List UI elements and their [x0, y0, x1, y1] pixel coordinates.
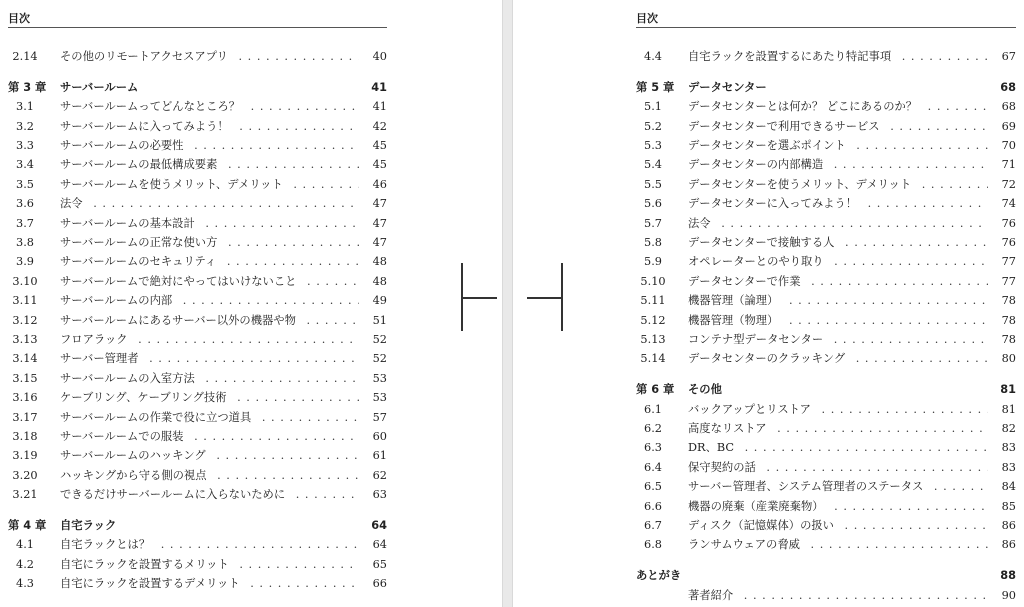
toc-number: 3.8: [16, 236, 34, 250]
toc-number: 5.7: [644, 216, 662, 230]
toc-number: 3.5: [16, 177, 34, 191]
toc-title-text: ケーブリング、ケーブリング技術: [60, 391, 233, 404]
toc-title: [688, 291, 988, 310]
toc-title: [60, 388, 359, 407]
toc-title: [688, 349, 988, 368]
toc-title-text: サーバー管理者、システム管理者のステータス: [688, 480, 929, 493]
toc-title-text: サーバールームのハッキング: [60, 449, 212, 462]
toc-title-text: データセンターで作業: [688, 275, 807, 288]
toc-number: 6.8: [644, 538, 662, 552]
toc-title: [688, 438, 988, 457]
toc-number: 5.2: [644, 119, 662, 133]
toc-number: 5.14: [640, 352, 666, 366]
toc-number: 5.12: [640, 313, 666, 327]
page-gutter: [503, 0, 512, 607]
toc-title-text: 高度なリストア: [688, 422, 773, 435]
toc-title-text: サーバールームの正常な使い方: [60, 236, 223, 249]
toc-title-text: データセンターで利用できるサービス: [688, 120, 886, 133]
toc-page-number: 47: [361, 194, 387, 213]
toc-chapter-row[interactable]: [636, 380, 1016, 399]
toc-title: [60, 466, 359, 485]
toc-entry[interactable]: [636, 586, 1016, 605]
toc-title: [60, 117, 359, 136]
toc-page-number: 76: [990, 233, 1016, 252]
toc-page-number: 90: [990, 586, 1016, 605]
toc-title-text: サーバールームの必要性: [60, 139, 189, 152]
toc-title-text: 機器の廃棄（産業廃棄物）: [688, 500, 830, 513]
toc-entry[interactable]: [636, 47, 1016, 66]
toc-entry[interactable]: [636, 349, 1016, 368]
toc-title: [688, 214, 988, 233]
toc-number: 6.5: [644, 480, 662, 494]
toc-title: [688, 78, 988, 97]
toc-title: [60, 175, 359, 194]
toc-entry[interactable]: [8, 330, 387, 349]
toc-entry[interactable]: [8, 349, 387, 368]
right-page: [512, 0, 1024, 607]
toc-title-text: 法令: [688, 217, 717, 230]
toc-page-number: 61: [361, 446, 387, 465]
toc-number: 第 3 章: [8, 80, 47, 94]
toc-title: [60, 272, 359, 291]
toc-list: [8, 47, 387, 594]
toc-entry[interactable]: [8, 574, 387, 593]
toc-title: [60, 330, 359, 349]
toc-title: [688, 233, 988, 252]
toc-title-text: データセンターとは何か？ どこにあるのか？: [688, 100, 923, 113]
toc-number: 3.2: [16, 119, 34, 133]
toc-title: [60, 155, 359, 174]
toc-page-number: 52: [361, 349, 387, 368]
toc-title-text: ランサムウェアの脅威: [688, 538, 806, 551]
toc-page-number: 68: [990, 78, 1016, 97]
toc-page-number: 78: [990, 330, 1016, 349]
toc-number: 6.7: [644, 518, 662, 532]
toc-number: 3.1: [16, 100, 34, 114]
toc-title-text: 機器管理（論理）: [688, 294, 784, 307]
toc-page-number: 86: [990, 535, 1016, 554]
toc-entry[interactable]: [636, 438, 1016, 457]
toc-title: [688, 330, 988, 349]
toc-page-number: 53: [361, 369, 387, 388]
toc-entry[interactable]: [636, 311, 1016, 330]
toc-chapter-row[interactable]: [636, 566, 1016, 585]
toc-title-text: データセンターを使うメリット、デメリット: [688, 178, 917, 191]
toc-page-number: 80: [990, 349, 1016, 368]
toc-number: 6.3: [644, 441, 662, 455]
toc-entry[interactable]: [8, 214, 387, 233]
toc-entry[interactable]: [8, 47, 387, 66]
toc-entry[interactable]: [8, 97, 387, 116]
toc-title: [688, 380, 988, 399]
toc-title: [688, 586, 988, 605]
toc-number: 5.4: [644, 158, 662, 172]
toc-number: 3.17: [12, 410, 38, 424]
toc-title: [60, 214, 359, 233]
header-rule: [8, 27, 387, 28]
toc-title-text: ハッキングから守る側の視点: [60, 469, 213, 482]
header-rule: [636, 27, 1016, 28]
toc-gap: [8, 66, 387, 78]
toc-number: 5.9: [644, 255, 662, 269]
toc-entry[interactable]: [8, 535, 387, 554]
crop-mark: [461, 297, 497, 299]
toc-page-number: 72: [990, 175, 1016, 194]
toc-page-number: 81: [990, 400, 1016, 419]
toc-title: [688, 535, 988, 554]
toc-title-text: データセンターの内部構造: [688, 158, 829, 171]
toc-page-number: 67: [990, 47, 1016, 66]
toc-title-text: 自宅にラックを設置するデメリット: [60, 577, 246, 590]
toc-title-text: DR、BC: [688, 441, 740, 454]
toc-page-number: 64: [361, 516, 387, 535]
toc-number: 3.14: [12, 352, 38, 366]
toc-entry[interactable]: [636, 516, 1016, 535]
toc-number: 2.14: [12, 50, 38, 63]
toc-title-text: サーバールームで絶対にやってはいけないこと: [60, 275, 302, 288]
toc-page-number: 84: [990, 477, 1016, 496]
toc-page-number: 82: [990, 419, 1016, 438]
toc-page-number: 78: [990, 291, 1016, 310]
toc-title: [688, 117, 988, 136]
toc-entry[interactable]: [8, 555, 387, 574]
toc-page-number: 51: [361, 311, 387, 330]
toc-title-text: サーバー管理者: [60, 352, 145, 365]
toc-title: [60, 516, 359, 535]
toc-title-text: サーバールームってどんなところ？: [60, 100, 246, 113]
toc-title: [60, 408, 359, 427]
toc-title: [60, 349, 359, 368]
toc-page-number: 74: [990, 194, 1016, 213]
toc-title: [60, 252, 359, 271]
toc-title: [688, 566, 988, 585]
toc-number: 5.13: [640, 332, 666, 346]
toc-page-number: 63: [361, 485, 387, 504]
toc-title-text: データセンターで接触する人: [688, 236, 840, 249]
toc-title: [688, 252, 988, 271]
toc-number: 5.8: [644, 236, 662, 250]
toc-title-text: サーバールームの最低構成要素: [60, 158, 223, 171]
toc-title-text: データセンターのクラッキング: [688, 352, 851, 365]
toc-title: [60, 446, 359, 465]
toc-title: [688, 194, 988, 213]
toc-page-number: 76: [990, 214, 1016, 233]
toc-page-number: 81: [990, 380, 1016, 399]
toc-title: [60, 574, 359, 593]
toc-number: 3.21: [12, 488, 38, 502]
toc-title-text: 自宅ラックを設置するにあたり特記事項: [688, 50, 897, 63]
toc-title-text: 保守契約の話: [688, 461, 762, 474]
toc-number: 3.16: [12, 391, 38, 405]
toc-number: 5.3: [644, 139, 662, 153]
toc-title-text: サーバールームにあるサーバー以外の機器や物: [60, 314, 302, 327]
toc-number: 4.2: [16, 557, 34, 571]
toc-title: [60, 555, 359, 574]
toc-entry[interactable]: [636, 291, 1016, 310]
toc-title: [688, 458, 988, 477]
toc-title-text: バックアップとリストア: [688, 403, 817, 416]
toc-title-text: 著者紹介: [688, 589, 739, 602]
toc-number: 3.18: [12, 429, 38, 443]
toc-page-number: 49: [361, 291, 387, 310]
toc-chapter-row[interactable]: [8, 516, 387, 535]
crop-mark: [527, 297, 563, 299]
toc-entry[interactable]: [8, 369, 387, 388]
running-head: 目次: [636, 12, 658, 25]
toc-title-text: その他のリモートアクセスアプリ: [60, 50, 234, 63]
toc-page-number: 71: [990, 155, 1016, 174]
toc-number: 3.6: [16, 197, 34, 211]
toc-number: 3.3: [16, 139, 34, 153]
toc-entry[interactable]: [636, 97, 1016, 116]
toc-number: 3.4: [16, 158, 34, 172]
toc-gap: [8, 504, 387, 516]
toc-title: [688, 400, 988, 419]
toc-title-text: データセンター: [688, 81, 773, 94]
toc-page-number: 52: [361, 330, 387, 349]
toc-number: 3.7: [16, 216, 34, 230]
toc-title-text: サーバールームの基本設計: [60, 217, 201, 230]
toc-title: [60, 97, 359, 116]
toc-number: 3.11: [12, 294, 38, 308]
toc-entry[interactable]: [8, 272, 387, 291]
toc-page-number: 45: [361, 155, 387, 174]
toc-number: 5.11: [640, 294, 666, 308]
toc-page-number: 66: [361, 574, 387, 593]
toc-title-text: できるだけサーバールームに入らないために: [60, 488, 291, 501]
toc-page-number: 86: [990, 516, 1016, 535]
toc-page-number: 42: [361, 117, 387, 136]
toc-number: 5.6: [644, 197, 662, 211]
toc-title-text: サーバールームのセキュリティ: [60, 255, 222, 268]
toc-entry[interactable]: [636, 194, 1016, 213]
toc-entry[interactable]: [8, 117, 387, 136]
toc-entry[interactable]: [8, 175, 387, 194]
toc-title: [688, 47, 988, 66]
toc-gap: [636, 369, 1016, 381]
toc-title: [60, 291, 359, 310]
toc-title-text: 法令: [60, 197, 89, 210]
toc-page-number: 69: [990, 117, 1016, 136]
toc-title-text: [688, 569, 694, 582]
toc-title-text: オペレーターとのやり取り: [688, 255, 830, 268]
toc-entry[interactable]: [636, 252, 1016, 271]
toc-number: 第 4 章: [8, 518, 47, 532]
toc-title: [688, 516, 988, 535]
toc-number: 3.15: [12, 371, 38, 385]
toc-title-text: 機器管理（物理）: [688, 314, 784, 327]
toc-page-number: 47: [361, 233, 387, 252]
toc-title-text: コンテナ型データセンター: [688, 333, 829, 346]
toc-title-text: サーバールームの作業で役に立つ道具: [60, 411, 257, 424]
toc-page-number: 68: [990, 97, 1016, 116]
toc-list: [636, 47, 1016, 605]
toc-entry[interactable]: [636, 136, 1016, 155]
toc-number: 5.5: [644, 177, 662, 191]
toc-title-text: サーバールームを使うメリット、デメリット: [60, 178, 289, 191]
toc-page-number: 46: [361, 175, 387, 194]
toc-entry[interactable]: [8, 311, 387, 330]
toc-entry[interactable]: [636, 233, 1016, 252]
toc-title-text: 自宅にラックを設置するメリット: [60, 558, 235, 571]
toc-entry[interactable]: [636, 497, 1016, 516]
toc-title-text: その他: [688, 383, 728, 396]
toc-title: [60, 78, 359, 97]
toc-title-text: 自宅ラック: [60, 519, 122, 532]
toc-title: [688, 477, 988, 496]
toc-entry[interactable]: [636, 477, 1016, 496]
toc-title-text: フロアラック: [60, 333, 134, 346]
toc-title: [60, 233, 359, 252]
toc-page-number: 57: [361, 408, 387, 427]
toc-title: [60, 47, 359, 66]
toc-title: [60, 485, 359, 504]
toc-title: [60, 136, 359, 155]
toc-number: 3.13: [12, 332, 38, 346]
toc-page-number: 83: [990, 438, 1016, 457]
toc-gap: [636, 555, 1016, 567]
toc-number: 4.1: [16, 538, 34, 552]
toc-entry[interactable]: [636, 400, 1016, 419]
toc-entry[interactable]: [636, 214, 1016, 233]
toc-number: 5.1: [644, 100, 662, 114]
toc-title-text: サーバールームでの服装: [60, 430, 189, 443]
toc-title: [688, 97, 988, 116]
toc-number: 第 5 章: [636, 80, 675, 94]
toc-page-number: 88: [990, 566, 1016, 585]
toc-title: [688, 136, 988, 155]
toc-number: 第 6 章: [636, 383, 675, 397]
toc-title: [688, 175, 988, 194]
toc-entry[interactable]: [636, 175, 1016, 194]
toc-title: [688, 419, 988, 438]
toc-entry[interactable]: [8, 427, 387, 446]
running-head: 目次: [8, 12, 30, 25]
toc-number: 4.3: [16, 577, 34, 591]
toc-entry[interactable]: [8, 252, 387, 271]
toc-entry[interactable]: [636, 272, 1016, 291]
toc-number: 3.9: [16, 255, 34, 269]
toc-page-number: 53: [361, 388, 387, 407]
toc-title: [688, 272, 988, 291]
toc-number: 6.4: [644, 460, 662, 474]
toc-page-number: 48: [361, 272, 387, 291]
toc-entry[interactable]: [636, 535, 1016, 554]
toc-title: [688, 311, 988, 330]
toc-title: [60, 311, 359, 330]
toc-entry[interactable]: [8, 408, 387, 427]
toc-chapter-row[interactable]: [8, 78, 387, 97]
toc-title: [60, 535, 359, 554]
toc-page-number: 70: [990, 136, 1016, 155]
toc-number: 3.20: [12, 468, 38, 482]
toc-title-text: サーバールームの内部: [60, 294, 178, 307]
toc-page-number: 77: [990, 272, 1016, 291]
toc-entry[interactable]: [8, 155, 387, 174]
toc-page-number: 41: [361, 97, 387, 116]
toc-page-number: 83: [990, 458, 1016, 477]
toc-title: [688, 497, 988, 516]
toc-title-text: サーバールームの入室方法: [60, 372, 201, 385]
toc-page-number: 78: [990, 311, 1016, 330]
toc-entry[interactable]: [636, 117, 1016, 136]
toc-page-number: 64: [361, 535, 387, 554]
toc-title-text: データセンターに入ってみよう！: [688, 197, 863, 210]
toc-title: [60, 427, 359, 446]
toc-chapter-row[interactable]: [636, 78, 1016, 97]
toc-number: 6.6: [644, 499, 662, 513]
toc-entry[interactable]: [8, 194, 387, 213]
toc-number: 6.1: [644, 402, 662, 416]
toc-entry[interactable]: [8, 136, 387, 155]
toc-number: 3.19: [12, 449, 38, 463]
toc-title-text: サーバールームに入ってみよう！: [60, 120, 235, 133]
toc-page-number: 41: [361, 78, 387, 97]
toc-entry[interactable]: [8, 388, 387, 407]
toc-page-number: 45: [361, 136, 387, 155]
toc-number: 5.10: [640, 274, 666, 288]
toc-title-text: データセンターを選ぶポイント: [688, 139, 852, 152]
toc-number: 6.2: [644, 422, 662, 436]
toc-title-text: サーバールーム: [60, 81, 144, 94]
toc-entry[interactable]: [8, 291, 387, 310]
toc-entry[interactable]: [8, 485, 387, 504]
toc-page-number: 48: [361, 252, 387, 271]
left-page: [0, 0, 503, 607]
toc-number: あとがき: [636, 569, 682, 583]
toc-title: [688, 155, 988, 174]
toc-title: [60, 369, 359, 388]
toc-entry[interactable]: [636, 155, 1016, 174]
toc-entry[interactable]: [8, 233, 387, 252]
toc-gap: [636, 66, 1016, 78]
toc-number: 3.12: [12, 313, 38, 327]
toc-page-number: 62: [361, 466, 387, 485]
toc-number: 3.10: [12, 274, 38, 288]
toc-entry[interactable]: [636, 458, 1016, 477]
toc-entry[interactable]: [636, 419, 1016, 438]
toc-page-number: 40: [361, 47, 387, 66]
toc-entry[interactable]: [8, 466, 387, 485]
toc-title-text: 自宅ラックとは？: [60, 538, 156, 551]
toc-page-number: 65: [361, 555, 387, 574]
toc-page-number: 60: [361, 427, 387, 446]
toc-page-number: 85: [990, 497, 1016, 516]
toc-page-number: 77: [990, 252, 1016, 271]
toc-entry[interactable]: [636, 330, 1016, 349]
toc-entry[interactable]: [8, 446, 387, 465]
toc-page-number: 47: [361, 214, 387, 233]
toc-title: [60, 194, 359, 213]
toc-number: 4.4: [644, 50, 662, 63]
toc-title-text: ディスク（記憶媒体）の扱い: [688, 519, 840, 532]
